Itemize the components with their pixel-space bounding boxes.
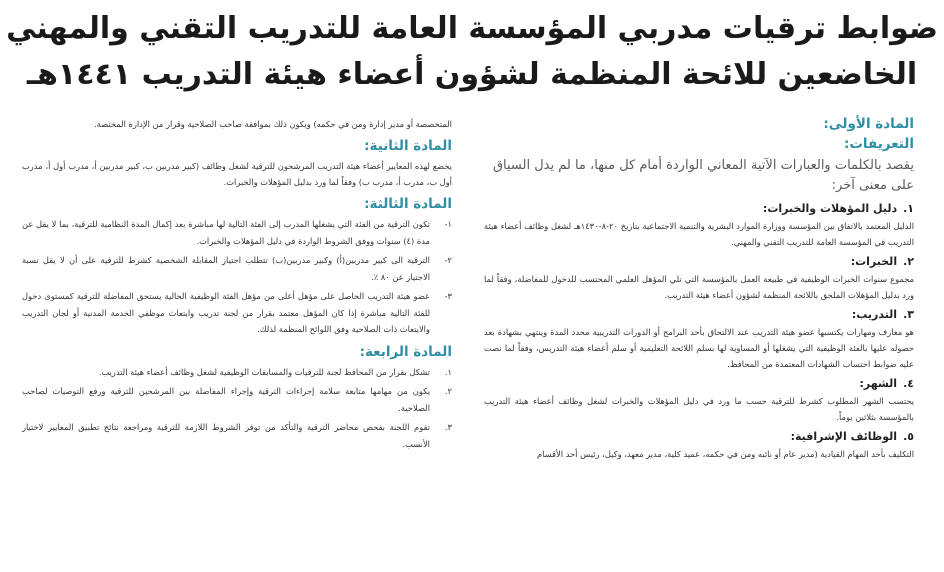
right-column bbox=[484, 116, 914, 464]
list-item: ٢. يكون من مهامها متابعة سلامة إجراءات الترقية وإجراء المفاضلة بين المرشحين للترقية ورفع التوصيات لصاحب الصلاحية. bbox=[22, 386, 452, 413]
list-item: ١. تشكل بقرار من المحافظ لجنة للترقيات والمسابقات الوظيفية لشغل وظائف أعضاء هيئة التدريب. bbox=[98, 366, 452, 377]
list-item: ٣. تقوم اللجنة بفحص محاضر الترقية والتأكد من توفر الشروط اللازمة للترقية ومراجعة نتائج تطبيق المعايير لاختيار الأنسب. bbox=[22, 422, 452, 449]
list-item: ٢- الترقية الى كبير مدربين(أ) وكبير مدربين(ب) تتطلب اجتياز المقابلة الشخصية كشرط للترقية على أن لا يقل نسبة الاجتياز عن ٨٠ ٪. bbox=[22, 255, 452, 282]
definition-heading: ٤.الشهر: bbox=[859, 377, 914, 390]
title-line-2: الخاضعين للائحة المنظمة لشؤون أعضاء هيئة التدريب ١٤٤١هـ bbox=[26, 57, 918, 92]
definition-text: الدليل المعتمد بالاتفاق بين المؤسسة ووزارة الموارد البشرية والتنمية الاجتماعية بتاريخ ٢٠-٨-١٤٣٠هـ لشغل وظائف أعضاء هيئة التدريب في المؤسسة العامة للتدريب التقني والمهني. bbox=[484, 221, 914, 247]
continuation-text: المتخصصة أو مدير إدارة ومن في حكمه) ويكون ذلك بموافقة صاحب الصلاحية وقرار من الإدارة المختصة. bbox=[94, 119, 452, 129]
definition-heading: ٣.التدريب: bbox=[851, 308, 914, 321]
article-1-heading: المادة الأولى: bbox=[823, 116, 914, 132]
definitions-heading: التعريفات: bbox=[843, 136, 914, 152]
definition-heading: ٥.الوظائف الإشرافية: bbox=[790, 430, 914, 443]
definition-heading: ٢.الخبرات: bbox=[850, 255, 914, 268]
article-2-heading: المادة الثانية: bbox=[364, 138, 452, 154]
article-4-heading: المادة الرابعة: bbox=[359, 343, 452, 360]
document-title bbox=[0, 6, 944, 98]
list-item: ١- تكون الترقية من الفئة التي يشغلها المدرب إلى الفئة التالية لها مباشرة بعد إكمال المدة النظامية للترقية، بما لا يقل عن مدة (٤) سنوات ووفق الشروط الواردة في دليل المؤهلات والخبرات. bbox=[22, 219, 452, 246]
definition-text: التكليف بأحد المهام القيادية (مدير عام أو نائبه ومن في حكمه، عميد كلية، مدير معهد، وكيل، رئيس أحد الأقسام bbox=[536, 449, 914, 459]
left-column bbox=[22, 116, 452, 455]
list-item: ٣- عضو هيئة التدريب الحاصل على مؤهل أعلى من مؤهل الفئة الوظيفية الحالية يستحق المفاضلة للترقية كمستوى دخول للفئة التالية مباشرة إذا كان المؤهل معتمد بقرار من لجنة تدريب وابتعاث موظفي الخدمة المدنية أو لجان التدريب والابتعاث ذات الصلاحية وفق اللوائح المنظمة لذلك. bbox=[22, 291, 452, 334]
article-3-list bbox=[22, 216, 452, 338]
definitions-lead: يقصد بالكلمات والعبارات الآتية المعاني الواردة أمام كل منها، ما لم يدل السياق على معنى آخر: bbox=[492, 158, 914, 193]
article-3-heading: المادة الثالثة: bbox=[364, 196, 452, 212]
definition-heading: ١.دليل المؤهلات والخبرات: bbox=[762, 202, 914, 215]
article-2-text: يخضع لهذه المعايير أعضاء هيئة التدريب المرشحون للترقية لشغل وظائف (كبير مدربين ب، كبير مدربين أ، مدرب أول أ، مدرب أول ب، مدرب أ، مدرب ب) وفقاً لما ورد بدليل المؤهلات والخبرات. bbox=[22, 161, 452, 187]
definition-text: مجموع سنوات الخبرات الوظيفية في طبيعة العمل بالمؤسسة التي تلي المؤهل العلمي المحتسب للدخول للمفاضلة، وفقاً لما ورد بدليل المؤهلات الملحق باللائحة المنظمة لشؤون أعضاء هيئة التدريب. bbox=[484, 274, 914, 300]
title-line-1: ضوابط ترقيات مدربي المؤسسة العامة للتدريب التقني والمهني bbox=[6, 11, 938, 46]
definition-text: هو معارف ومهارات يكتسبها عضو هيئة التدريب عند الالتحاق بأحد البرامج أو الدورات التدريبية محدد المدة وينتهي بشهادة بعد حصوله عليها بالفئة الوظيفية التي يشغلها أو المساوية لها بسلم اللائحة التعليمية أو سلم أعضاء هيئة التدريس، وفقاً لما نصت عليه ضوابط احتساب الشهادات المعتمدة من المحافظ. bbox=[484, 327, 914, 369]
definition-text: يحتسب الشهر المطلوب كشرط للترقية حسب ما ورد في دليل المؤهلات والخبرات لشغل وظائف أعضاء هيئة التدريب بالمؤسسة بثلاثين يوماً. bbox=[484, 396, 914, 422]
article-4-list bbox=[22, 364, 452, 453]
